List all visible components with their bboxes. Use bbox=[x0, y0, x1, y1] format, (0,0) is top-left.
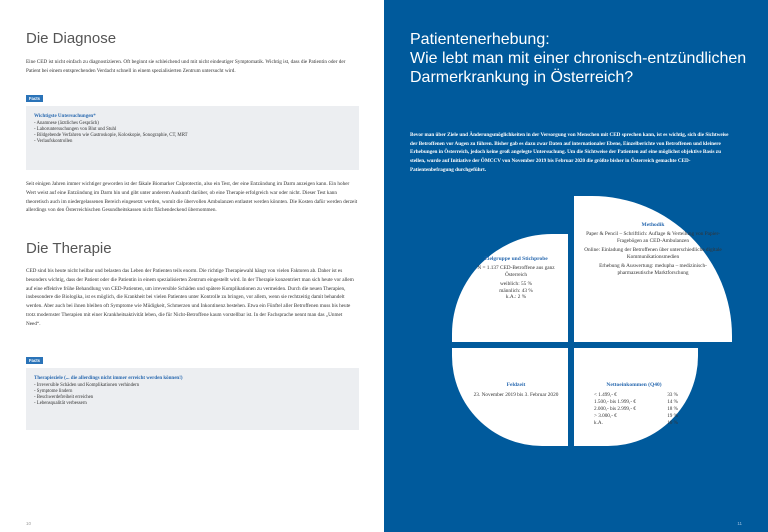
table-row bbox=[594, 406, 678, 413]
calprotectin-paragraph: Seit einigen Jahren immer wichtiger geworden ist der fäkale Biomarker Calprotectin, also ein Test, der eine Entzündung im Darm anzeigen kann. Ein hoher Wert weist auf eine Entzündung im Darm hin und gibt unter anderem Ausk​unft darüber, ob eine Therapie erfolgreich war oder nicht. Dieser Test kann theoretisch auch im niedergelassenen Bereich eingesetzt werden, womit die übervollen Ambulanzen entlastet werden könnten. Die Kosten dafür werden derzeit allerdings von den Österreichischen Gesundheitskassen nicht flächendeckend übernommen. bbox=[26, 181, 358, 214]
leaf-text: N = 1.137 CED-Betroffene aus ganz Österreich bbox=[477, 265, 555, 278]
income-label: > 3.000,- € bbox=[594, 412, 617, 419]
net-income-content bbox=[582, 382, 686, 389]
leaf-text: weiblich: 55 % bbox=[499, 281, 533, 287]
list-item: - Anamnese (ärztliches Gespräch) bbox=[34, 121, 99, 126]
box-title: Wichtigste Untersuchungen* bbox=[34, 114, 96, 119]
income-value: 14 % bbox=[667, 398, 678, 405]
survey-title bbox=[410, 30, 750, 87]
income-label: 1.500,- bis 1.999,- € bbox=[594, 398, 636, 405]
facts-box-therapy-goals bbox=[26, 368, 359, 430]
leaf-heading: Zielgruppe und Stichprobe bbox=[484, 256, 548, 262]
income-value: 19 % bbox=[667, 412, 678, 419]
list-item: - Symptome lindern bbox=[34, 388, 73, 394]
list-item: - Laboruntersuchungen von Blut und Stuhl bbox=[34, 126, 117, 132]
income-label: k.A. bbox=[594, 419, 603, 426]
diagnose-paragraph: Eine CED ist nicht einfach zu diagnostizieren. Oft beginnt sie schleichend und mit nicht eindeutiger Symptomatik. Wichtig ist, dass die Patientin oder der Patient bei einem entsprechenden Verdacht schnell in einem spezialisierten Zentrum untersucht wird. bbox=[26, 59, 346, 74]
leaf-heading: Methodik bbox=[641, 222, 665, 228]
diagnose-title: Die Diagnose bbox=[26, 30, 117, 47]
list-item: - Lebensqualität verbessern bbox=[34, 400, 87, 406]
income-value: 18 % bbox=[667, 405, 678, 412]
survey-intro-paragraph: Bevor man über Ziele und Änderungsmöglichkeiten in der Versorgung von Menschen mit CED sprechen kann, ist es wichtig, sich die Sichtweise der Betroffenen vor Augen zu führen. Bisher gab es dazu zwar Daten auf internationaler Ebene, Einzelberichte von Betroffenen und kleinere Erhebungen in Österreich, jedoch keine groß angelegte Untersuchung. Um die Sichtweise der Patienten auf eine möglichst objektive Basis zu stellen, wurde auf Initiative der ÖMCCV von November 2019 bis Februar 2020 die größte bisher in Österreich gemachte CED-Patientenbefragung durchgeführt. bbox=[410, 132, 729, 173]
survey-title-line: Darmerkrankung in Österreich? bbox=[410, 69, 634, 86]
box-title: Therapieziele (... die allerdings nicht immer erreicht werden können!) bbox=[34, 376, 183, 381]
page-number: 10 bbox=[26, 521, 32, 526]
methodology-content bbox=[584, 222, 722, 276]
target-group-content bbox=[468, 256, 564, 301]
table-row bbox=[594, 399, 678, 406]
leaf-text: k.A.: 2 % bbox=[505, 294, 527, 300]
facts-tag: Facts bbox=[26, 357, 43, 364]
table-row bbox=[594, 413, 678, 420]
leaf-heading: Feldzeit bbox=[506, 382, 526, 388]
list-item: - Irreversible Schäden und Komplikationen verhindern bbox=[34, 383, 140, 388]
income-label: 2.000,- bis 2.999,- € bbox=[594, 405, 636, 412]
leaf-text: 23. November 2019 bis 3. Februar 2020 bbox=[473, 392, 559, 398]
survey-title-line: Patientenerhebung: bbox=[410, 31, 550, 48]
leaf-heading: Nettoeinkommen (Q40) bbox=[606, 382, 662, 388]
therapie-title: Die Therapie bbox=[26, 240, 112, 257]
list-item: - Bildgebende Verfahren wie Gastroskopie, Koloskopie, Sonographie, CT, MRT bbox=[34, 132, 188, 138]
table-row bbox=[594, 392, 678, 399]
therapie-paragraph: CED sind bis heute nicht heilbar und belasten das Leben der Patienten teils enorm. Die richtige Therapiewahl hängt von vielen Faktoren ab. Daher ist es besonders wichtig, dass der Patient oder die Patientin in einem spezialisierten Zentrum eingestellt wird. In der Therapie konzentriert man sich heute vor allem auf eine effektive frühe Behandlung von CED-Patienten, um irreversible Schäden und spätere Komplikationen zu vermeiden. Durch die neuen Therapien, insbesondere die Biologika, ist es möglich, die Krankheit bei vielen Patienten unter Kontrolle zu bringen, vor allem, wenn sie rechtzeitig damit behandelt werden. Aber auch bei ihnen bleiben oft Symptome wie Müdigkeit, Schmerzen und Inkontinenz bestehen. Etwa ein Fünftel aller Betroffenen muss bis heute trotz modernster Therapien mit einer Krankheitsaktivität leben, die für Nicht-Betroffene kaum vorstellbar ist. In der Fachsprache nennt man das „Unmet Need“. bbox=[26, 268, 354, 327]
leaf-text: Online: Einladung der Betroffenen über unterschiedliche digitale Kommunikationsmedien bbox=[584, 247, 722, 260]
right-page bbox=[384, 0, 768, 532]
list-item: - Verlaufskontrollen bbox=[34, 138, 73, 144]
table-row bbox=[594, 420, 678, 427]
income-table bbox=[594, 392, 678, 427]
survey-title-line: Wie lebt man mit einer chronisch-entzündlichen bbox=[410, 50, 747, 67]
leaf-text: Paper & Pencil – Schriftlich: Auflage & Verteilung von Papier-Fragebögen an CED-Ambulanzen bbox=[586, 231, 720, 244]
leaf-text: männlich: 43 % bbox=[499, 287, 533, 294]
income-value: 33 % bbox=[667, 392, 678, 398]
facts-tag: Facts bbox=[26, 95, 43, 102]
page-number: 11 bbox=[737, 521, 742, 526]
facts-box-examinations bbox=[26, 106, 359, 170]
income-label: < 1.499,- € bbox=[594, 392, 617, 398]
field-period-content bbox=[468, 382, 564, 399]
income-value: 16 % bbox=[667, 419, 678, 426]
leaf-text: Erhebung & Auswertung: medupha – medizinisch-pharmazeutische Marktforschung bbox=[599, 263, 707, 276]
list-item: - Beschwerdefreiheit erreichen bbox=[34, 394, 94, 400]
